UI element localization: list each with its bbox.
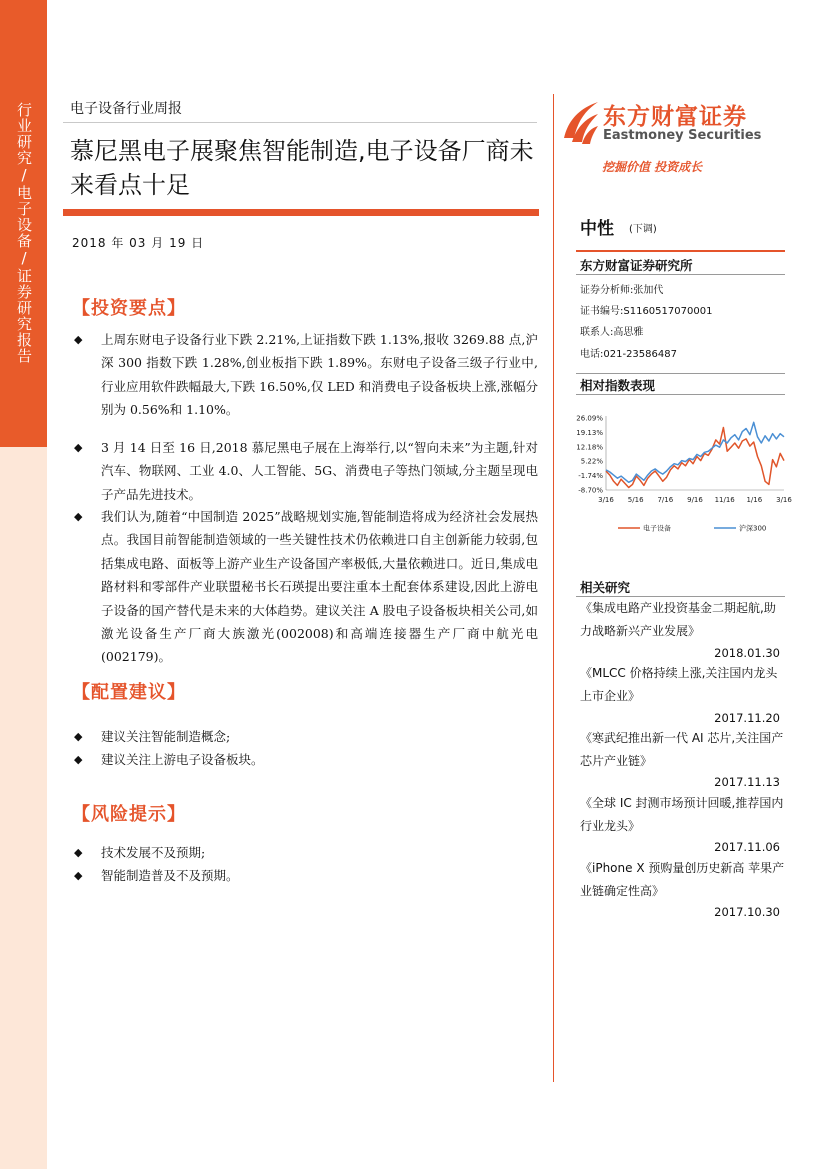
column-divider <box>553 94 554 1082</box>
related-report-date: 2017.11.20 <box>714 711 780 725</box>
section-title-investment: 【投资要点】 <box>72 298 186 319</box>
brand-name-en: Eastmoney Securities <box>603 128 762 143</box>
brand-name-cn: 东方财富证券 <box>603 104 747 130</box>
related-report-title[interactable]: 《MLCC 价格持续上涨,关注国内龙头上市企业》 <box>580 666 778 703</box>
related-report-title[interactable]: 《集成电路产业投资基金二期起航,助力战略新兴产业发展》 <box>580 601 776 638</box>
brand-logo-icon <box>560 98 600 146</box>
related-report-date: 2017.11.06 <box>714 840 780 854</box>
chart-y-tick-label: 26.09% <box>576 414 603 423</box>
bullet-icon: ◆ <box>74 730 83 743</box>
chart-y-tick-label: -1.74% <box>578 472 603 481</box>
sidebar-category: 行业研究/电子设备/证券研究报告 <box>15 102 33 364</box>
chart-x-tick-label: 1/16 <box>746 496 763 504</box>
chart-y-tick-label: 19.13% <box>576 428 603 437</box>
header-divider <box>63 122 537 123</box>
chart-legend-label: 电子设备 <box>643 524 671 533</box>
contact-phone: 电话:021-23586487 <box>580 349 677 360</box>
certificate-number: 证书编号:S1160517070001 <box>580 306 713 317</box>
allocation-item: 建议关注智能制造概念; <box>101 729 231 744</box>
institute-name: 东方财富证券研究所 <box>580 258 693 273</box>
relative-index-chart <box>572 410 792 540</box>
section-title-risk: 【风险提示】 <box>72 804 186 825</box>
paragraph-weekly-performance: 上周东财电子设备行业下跌 2.21%,上证指数下跌 1.13%,报收 3269.88 点,沪深 300 指数下跌 1.28%,创业板指下跌 1.89%。东财电子设备三级子行业中,行业应用软件跌幅最大,下跌 16.50%,仅 LED 和消费电子设备板块上涨,涨幅分别为 0.56%和 1.10%。 <box>101 332 538 418</box>
chart-x-tick-label: 11/16 <box>714 496 735 504</box>
bullet-icon: ◆ <box>74 846 83 859</box>
related-research-title: 相关研究 <box>580 580 631 595</box>
related-report-title[interactable]: 《寒武纪推出新一代 AI 芯片,关注国产芯片产业链》 <box>580 731 784 768</box>
report-title: 慕尼黑电子展聚焦智能制造,电子设备厂商未来看点十足 <box>70 137 534 199</box>
report-type: 电子设备行业周报 <box>70 101 182 117</box>
chart-y-tick-label: 12.18% <box>576 443 603 452</box>
related-report-date: 2017.10.30 <box>714 905 780 919</box>
related-report-date: 2017.11.13 <box>714 775 780 789</box>
chart-divider-bottom <box>576 394 785 395</box>
chart-x-tick-label: 7/16 <box>657 496 674 504</box>
title-underline-bar <box>63 209 539 216</box>
chart-divider-top <box>576 373 785 374</box>
contact-person: 联系人:高思雅 <box>580 327 644 338</box>
chart-x-tick-label: 5/16 <box>627 496 644 504</box>
paragraph-our-view: 我们认为,随着“中国制造 2025”战略规划实施,智能制造将成为经济社会发展热点。我国目前智能制造领域的一些关键性技术仍依赖进口自主创新能力较弱,包括集成电路、面板等上游产业生产设备国产率极低,大量依赖进口。近日,集成电路材料和零部件产业联盟秘书长石瑛提出要注重本土配套体系建设,因此上游电子设备的国产替代是未来的大体趋势。建议关注 A 股电子设备板块相关公司,如激光设备生产厂商大族激光(002008)和高端连接器生产厂商中航光电(002179)。 <box>101 509 538 665</box>
chart-legend-label: 沪深300 <box>739 524 767 533</box>
related-report-title[interactable]: 《全球 IC 封测市场预计回暖,推荐国内行业龙头》 <box>580 796 784 833</box>
institute-divider-bottom <box>576 274 785 275</box>
chart-x-tick-label: 9/16 <box>687 496 703 504</box>
brand-slogan: 挖掘价值 投资成长 <box>602 160 703 174</box>
analyst-name: 证券分析师:张加代 <box>580 285 664 296</box>
bullet-icon: ◆ <box>74 333 83 346</box>
chart-x-tick-label: 3/16 <box>598 496 614 504</box>
rating-label: 中性 <box>580 219 614 239</box>
chart-series-line-1 <box>606 422 784 482</box>
rating-note: (下调) <box>629 224 657 235</box>
paragraph-munich-expo: 3 月 14 日至 16 日,2018 慕尼黑电子展在上海举行,以“智向未来”为主题,针对汽车、物联网、工业 4.0、人工智能、5G、消费电子等热门领域,分主题呈现电子产品先进技术。 <box>101 440 538 502</box>
report-date: 2018 年 03 月 19 日 <box>72 236 205 250</box>
section-title-allocation: 【配置建议】 <box>72 682 186 703</box>
institute-divider <box>576 250 785 252</box>
bullet-icon: ◆ <box>74 753 83 766</box>
risk-item: 智能制造普及不及预期。 <box>101 868 239 883</box>
bullet-icon: ◆ <box>74 869 83 882</box>
risk-item: 技术发展不及预期; <box>101 845 206 860</box>
chart-y-tick-label: -8.70% <box>578 486 603 495</box>
chart-title: 相对指数表现 <box>580 378 656 393</box>
allocation-item: 建议关注上游电子设备板块。 <box>101 752 264 767</box>
related-report-date: 2018.01.30 <box>714 646 780 660</box>
bullet-icon: ◆ <box>74 510 83 523</box>
bullet-icon: ◆ <box>74 441 83 454</box>
chart-x-tick-label: 3/16 <box>776 496 792 504</box>
related-report-title[interactable]: 《iPhone X 预购量创历史新高 苹果产业链确定性高》 <box>580 861 785 898</box>
chart-y-tick-label: 5.22% <box>580 457 603 466</box>
